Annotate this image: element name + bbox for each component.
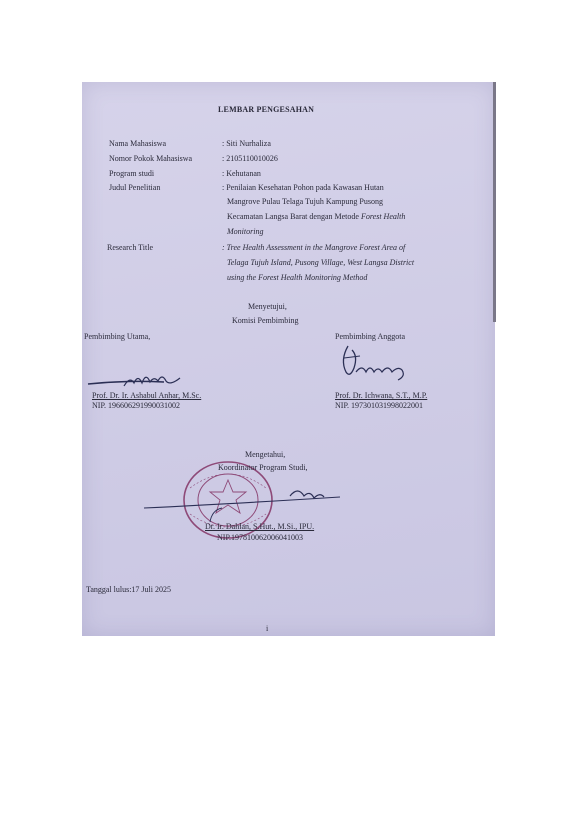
- acknowledge-line2: Koordinator Program Studi,: [218, 463, 308, 472]
- supervisor-main-role: Pembimbing Utama,: [84, 332, 151, 341]
- field-value-name: : Siti Nurhaliza: [222, 139, 271, 148]
- research-title-id-line4: Monitoring: [227, 227, 264, 236]
- page-number: i: [266, 624, 269, 633]
- research-title-id-line2: Mangrove Pulau Telaga Tujuh Kampung Pusong: [227, 197, 383, 206]
- supervisor-member-nip: NIP. 197301031998022001: [335, 401, 424, 410]
- field-value-program: : Kehutanan: [222, 169, 261, 178]
- coordinator-nip: NIP.197810062006041003: [217, 533, 304, 542]
- graduation-date: Tanggal lulus:17 Juli 2025: [86, 585, 171, 594]
- research-title-en-line2: Telaga Tujuh Island, Pusong Village, West Langsa District: [227, 258, 415, 267]
- research-title-en-line1: : Tree Health Assessment in the Mangrove Forest Area of: [222, 243, 406, 252]
- page-edge-shadow: [493, 82, 496, 322]
- field-value-npm: : 2105110010026: [222, 154, 278, 163]
- supervisor-member-name: Prof. Dr. Ichwana, S.T., M.P.: [335, 391, 428, 400]
- research-title-en-line3: using the Forest Health Monitoring Method: [227, 273, 368, 282]
- approval-line2: Komisi Pembimbing: [232, 316, 299, 325]
- supervisor-member-role: Pembimbing Anggota: [335, 332, 405, 341]
- document-page: [82, 82, 495, 636]
- coordinator-name: Dr. Ir. Dahlan, S.Hut., M.Si., IPU.: [205, 522, 315, 531]
- field-label-research-id: Judul Penelitian: [109, 183, 161, 192]
- field-label-research-en: Research Title: [107, 243, 153, 252]
- document-title: LEMBAR PENGESAHAN: [218, 105, 315, 114]
- field-label-program: Program studi: [109, 169, 155, 178]
- research-title-id-line3: Kecamatan Langsa Barat dengan Metode Forest Health: [227, 212, 406, 221]
- supervisor-main-nip: NIP. 196606291990031002: [92, 401, 181, 410]
- field-label-name: Nama Mahasiswa: [109, 139, 167, 148]
- signature-member-image: [336, 342, 416, 384]
- supervisor-main-name: Prof. Dr. Ir. Ashabul Anhar, M.Sc.: [92, 391, 202, 400]
- acknowledge-line1: Mengetahui,: [245, 450, 286, 459]
- signature-coordinator-image: [140, 480, 355, 525]
- field-label-npm: Nomor Pokok Mahasiswa: [109, 154, 193, 163]
- research-title-id-line1: : Penilaian Kesehatan Pohon pada Kawasan Hutan: [222, 183, 384, 192]
- signature-main-image: [86, 364, 186, 394]
- approval-line1: Menyetujui,: [248, 302, 287, 311]
